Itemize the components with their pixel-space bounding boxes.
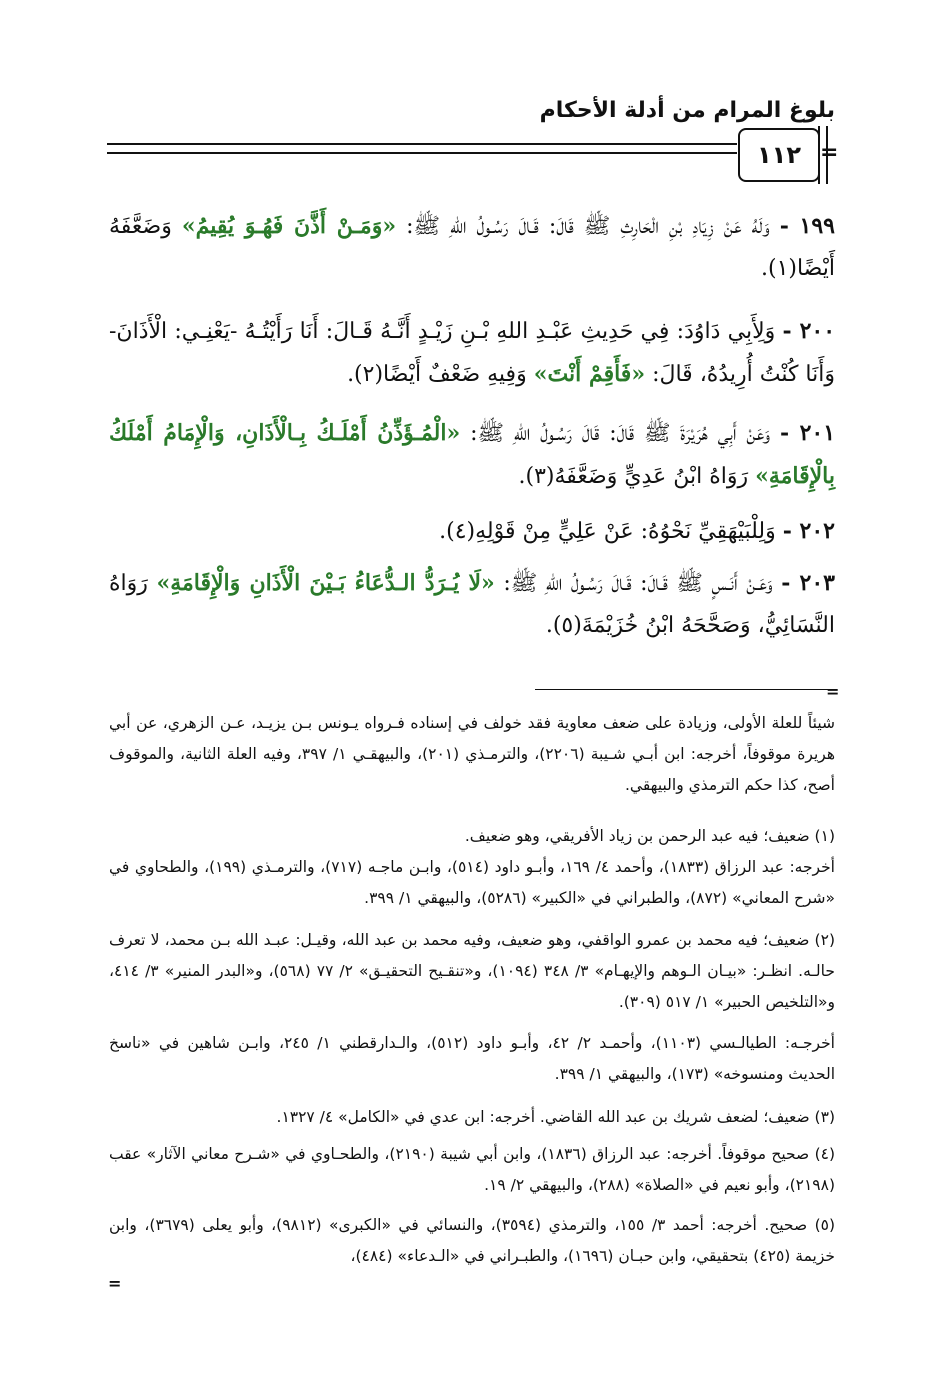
footnote-equals-mark: = xyxy=(826,682,840,701)
hadith-200 xyxy=(109,310,835,396)
hadith-quote: «وَمَـنْ أَذَّنَ فَهُـوَ يُقِيمُ» xyxy=(181,213,397,239)
page-number: ١١٢ xyxy=(738,128,820,182)
hadith-text: وَلَهُ عَنْ زِيَادِ بْنِ الْحَارِثِ ﷺ قَالَ: قَـالَ رَسُـولُ اللهِ ﷺ: xyxy=(406,214,770,239)
book-title: بلوغ المرام من أدلة الأحكام xyxy=(539,98,835,123)
header-rule-bottom xyxy=(107,152,737,154)
header-equals-mark: = xyxy=(820,140,839,165)
hadith-number: ٢٠٢ - xyxy=(782,518,835,544)
hadith-number: ٢٠١ - xyxy=(779,420,836,446)
footnote-4: (٤) صحيح موقوفاً. أخرجه: عبد الرزاق (١٨٣٦)، وابن أبي شيبة (٢١٩٠)، والطحـاوي في «شـرح معاني الآثار» عقب (٢١٩٨)، وأبو نعيم في «الصلاة» (٢٨٨)، والبيهقي ٢/ ١٩. xyxy=(109,1145,836,1194)
bottom-equals-mark: = xyxy=(108,1274,122,1293)
hadith-202 xyxy=(109,510,835,553)
hadith-tail: وَفِيهِ ضَعْفٌ أَيْضًا(٢). xyxy=(347,362,527,387)
hadith-203 xyxy=(109,562,835,647)
hadith-text: وَلِأَبِي دَاوُدَ: فِي حَدِيثِ عَبْـدِ اللهِ بْـنِ زَيْـدٍ أَنَّـهُ قَـالَ: أَنَا رَأَيْتُـهُ -يَعْنِـي: الْأَذَانَ- وَأَنَا كُنْتُ أُرِيدُهُ، قَالَ: xyxy=(109,319,835,387)
hadith-tail: رَوَاهُ النَّسَائِيُّ، وَصَحَّحَهُ ابْنُ خُزَيْمَةَ(٥). xyxy=(109,571,835,638)
hadith-text: وَعَـنْ أَنَـسٍ ﷺ قَـالَ: قَـالَ رَسُـولُ اللهِ ﷺ: xyxy=(503,571,773,596)
hadith-text: وَعَنْ أَبِي هُرَيْرَةَ ﷺ قَالَ: قَالَ رَسُـولُ اللهِ ﷺ: xyxy=(470,421,771,446)
hadith-quote: «لَا يُـرَدُّ الـدُّعَاءُ بَـيْنَ الْأَذَانِ وَالْإِقَامَةِ» xyxy=(156,570,495,596)
hadith-number: ٢٠٣ - xyxy=(781,570,835,596)
footnote-5: (٥) صحيح. أخرجه: أحمد ٣/ ١٥٥، والترمذي (٣٥٩٤)، والنسائي في «الكبرى» (٩٨١٢)، وأبو يعلى (٣٦٧٩)، وابن خزيمة (٤٢٥) بتحقيقي، وابن حبـان (١٦٩٦)، والطبـراني في «الـدعاء» (٤٨٤)، xyxy=(109,1216,836,1265)
hadith-tail: وَضَعَّفَهُ أَيْضًا(١). xyxy=(109,214,835,281)
hadith-quote: «الْمُـؤَذِّنُ أَمْلَـكُ بِـالْأَذَانِ، وَالْإِمَامُ أَمْلَكُ بِالْإِقَامَةِ» xyxy=(109,420,835,489)
hadith-199 xyxy=(109,205,835,290)
footnote-1-grade: (١) ضعيف؛ فيه عبد الرحمن بن زياد الأفريقي، وهو ضعيف. xyxy=(464,827,835,845)
hadith-201 xyxy=(109,412,835,498)
hadith-number: ٢٠٠ - xyxy=(782,318,836,344)
hadith-quote: «فَأَقِمْ أَنْتَ» xyxy=(533,361,646,387)
header-rule-top xyxy=(107,143,737,145)
hadith-number: ١٩٩ - xyxy=(779,213,835,239)
footnote-separator xyxy=(535,689,835,690)
footnote-continuation: شيئاً للعلة الأولى، وزيادة على ضعف معاوية فقد خولف في إسناده فـرواه يـونس بـن يزيـد، عـن الزهري، عن أبي هريرة موقوفاً، أخرجه: ابن أبـي شـيبة (٢٢٠٦)، والترمـذي (٢٠١)، والبيهقـي ١/ ٣٩٧، وفيه العلة الثانية، والموقوف أصح، كذا حكم الترمذي والبيهقي. xyxy=(109,714,836,794)
hadith-tail: رَوَاهُ ابْنُ عَدِيٍّ وَضَعَّفَهُ(٣). xyxy=(518,464,749,489)
hadith-text: وَلِلْبَيْهَقِيِّ نَحْوُهُ: عَنْ عَلِيٍّ مِنْ قَوْلِهِ(٤). xyxy=(439,519,776,544)
footnote-1-takhrij: أخرجه: عبد الرزاق (١٨٣٣)، وأحمد ٤/ ١٦٩، وأبـو داود (٥١٤)، وابـن ماجـه (٧١٧)، والترمـذي (١٩٩)، والطحاوي في «شرح المعاني» (٨٧٢)، والطبراني في «الكبير» (٥٢٨٦)، والبيهقي ١/ ٣٩٩. xyxy=(109,858,835,907)
footnote-2-takhrij: أخرجـه: الطيالـسي (١١٠٣)، وأحمـد ٢/ ٤٢، وأبـو داود (٥١٢)، والـدارقطني ١/ ٢٤٥، وابـن شاهين في «ناسخ الحديث ومنسوخه» (١٧٣)، والبيهقي ١/ ٣٩٩. xyxy=(109,1034,835,1083)
footnote-3: (٣) ضعيف؛ لضعف شريك بن عبد الله القاضي. أخرجه: ابن عدي في «الكامل» ٤/ ١٣٢٧. xyxy=(276,1108,835,1126)
footnote-2-grade: (٢) ضعيف؛ فيه محمد بن عمرو الواقفي، وهو ضعيف، وفيه محمد بن عبد الله، وقيـل: عبـد الله بـن محمد، لا تعرف حالـه. انظـر: «بيـان الـوهم والإيهـام» ٣/ ٣٤٨ (١٠٩٤)، و«تنقـيح التحقيـق» ٢/ ٧٧ (٥٦٨)، و«البدر المنير» ٣/ ٤١٤، و«التلخيص الحبير» ١/ ٥١٧ (٣٠٩). xyxy=(109,931,835,1011)
